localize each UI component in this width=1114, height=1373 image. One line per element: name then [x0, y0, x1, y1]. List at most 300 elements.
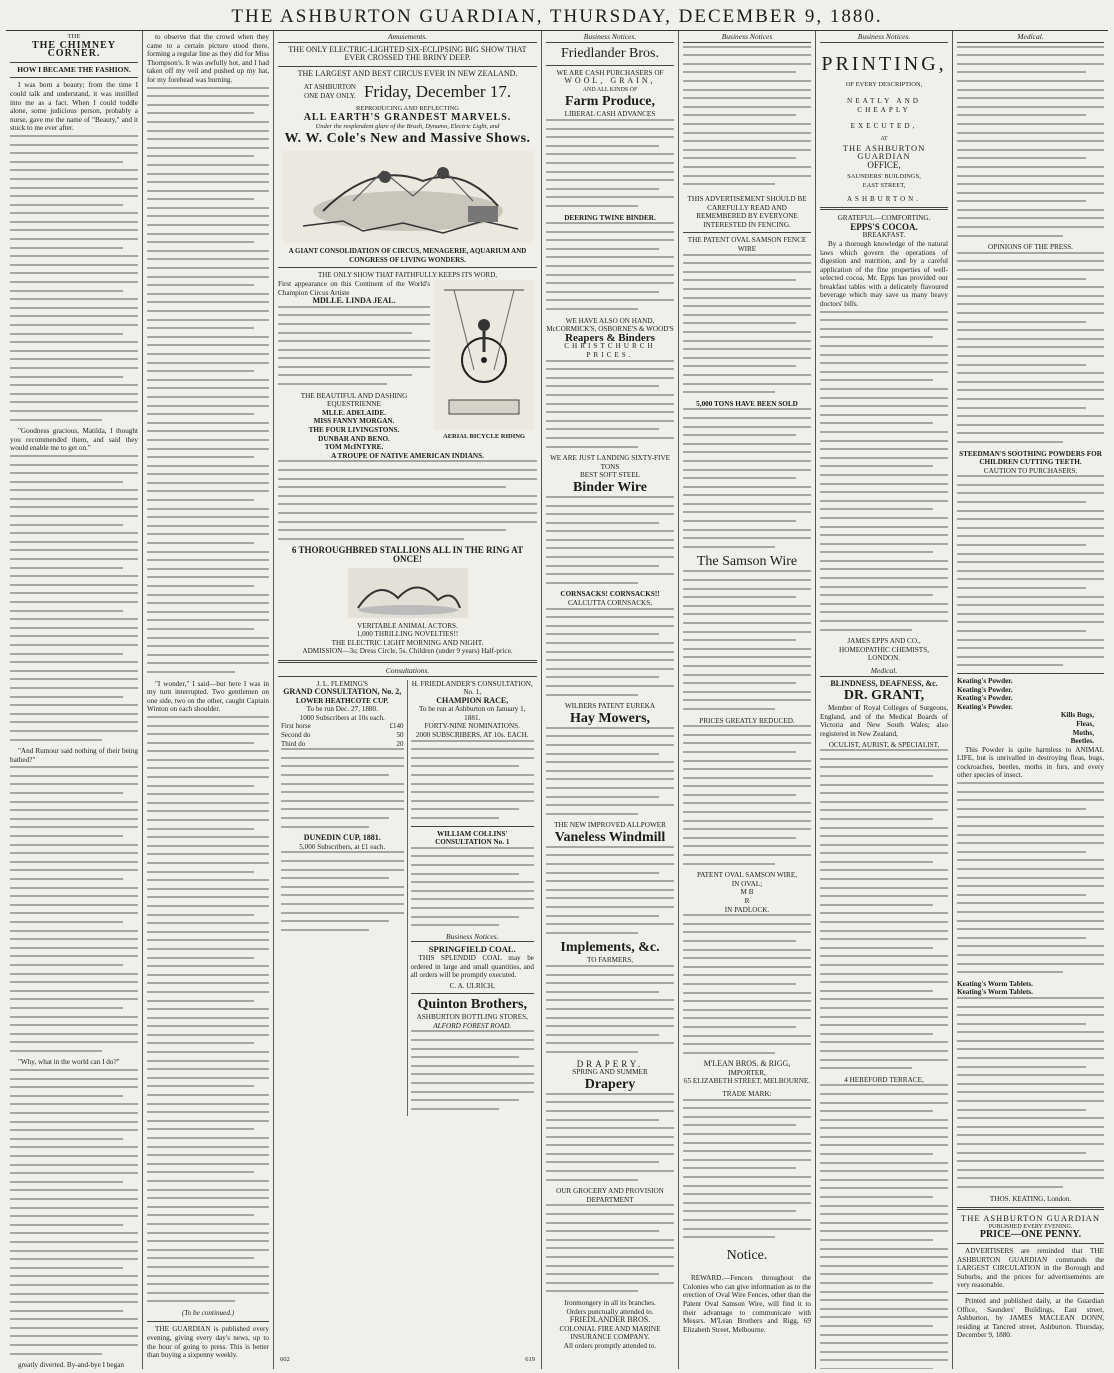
text-line [10, 1293, 138, 1295]
epps-text: By a thorough knowledge of the natural laws which govern the operations of digestion and nutrition, and by a careful application of the fine properties of well-selected cocoa, Mr. Epps has provided our breakfast tables with a delicately flavoured beverage which may save us many heavy doctors' bills. [820, 239, 948, 309]
text-line [820, 345, 948, 347]
text-line [820, 620, 948, 622]
text-line [10, 801, 138, 803]
epps-lead: GRATEFUL—COMFORTING. [837, 214, 931, 223]
text-line [10, 792, 123, 794]
text-line [957, 372, 1104, 374]
text-line [278, 512, 537, 514]
text-line [546, 513, 674, 515]
text-line [411, 808, 520, 810]
text-line [957, 200, 1086, 202]
text-line [820, 835, 948, 837]
text-line [957, 46, 1104, 48]
london: LONDON. [867, 654, 901, 663]
text-line [10, 678, 138, 680]
text-line [281, 912, 404, 914]
text-line [683, 426, 811, 428]
advert-note: THIS ADVERTISEMENT SHOULD BE CAREFULLY READ AND REMEMBERED BY EVERYONE INTERESTED IN FENCING. [687, 195, 807, 229]
text-line [683, 837, 796, 839]
text-line [10, 229, 138, 231]
text-line [820, 827, 948, 829]
text-line [683, 1167, 796, 1169]
text-line [147, 776, 269, 778]
text-line [278, 374, 412, 376]
text-line [546, 368, 674, 370]
and-all-kinds: AND ALL KINDS OF [582, 86, 638, 93]
keating-worm-1: Keating's Worm Tablets. [957, 979, 1033, 988]
text-line [10, 981, 138, 983]
text-line [957, 441, 1063, 443]
text-line [10, 783, 138, 785]
text-line [147, 430, 269, 432]
text-line [147, 828, 254, 830]
text-line [546, 1153, 674, 1155]
text-line [147, 121, 269, 123]
text-line [820, 1162, 948, 1164]
text-line [546, 1127, 674, 1129]
text-line [683, 931, 811, 933]
text-line [957, 902, 1104, 904]
text-line [147, 585, 254, 587]
text-line [147, 379, 269, 381]
column-samson-wire [679, 31, 816, 1369]
text-line [10, 835, 123, 837]
maker-address: 65 ELIZABETH STREET, MELBOURNE. [683, 1077, 811, 1086]
text-line [546, 633, 659, 635]
text-line [10, 584, 138, 586]
text-line [147, 931, 269, 933]
text-line [683, 1026, 796, 1028]
text-line [546, 1119, 659, 1121]
text-line [147, 654, 269, 656]
text-line [147, 95, 269, 97]
text-line [683, 794, 796, 796]
text-line [546, 1051, 638, 1053]
text-line [683, 674, 811, 676]
text-line [820, 818, 933, 820]
to-be-continued: (To be continued.) [181, 1308, 235, 1317]
text-line [10, 401, 138, 403]
text-line [957, 1186, 1063, 1188]
business-notices-header: Business Notices [683, 33, 811, 43]
text-line [546, 1110, 674, 1112]
insurance-agents: COLONIAL FIRE AND MARINE INSURANCE COMPANY. [559, 1324, 661, 1342]
text-line [820, 930, 948, 932]
text-line [147, 802, 269, 804]
implements: Implements, &c. [560, 940, 660, 956]
text-line [546, 872, 659, 874]
cornsacks: CORNSACKS! CORNSACKS!! [560, 590, 660, 599]
text-line [683, 391, 775, 393]
keating-item-1: Keating's Powder. [957, 676, 1013, 685]
text-line [683, 71, 796, 73]
text-line [820, 766, 948, 768]
text-line [10, 575, 138, 577]
place: AT ASHBURTON [303, 83, 356, 92]
paper-name: THE ASHBURTON GUARDIAN [961, 1213, 1100, 1224]
text-line [10, 938, 138, 940]
text-line [281, 765, 404, 767]
text-line [820, 1110, 933, 1112]
calcutta-cornsacks: CALCUTTA CORNSACKS, [567, 599, 653, 608]
text-line [147, 508, 269, 510]
text-line [957, 217, 1104, 219]
text-line [683, 622, 811, 624]
text-line [683, 1142, 811, 1144]
text-line [546, 1170, 674, 1172]
text-line [546, 411, 674, 413]
text-line [281, 894, 404, 896]
text-line [546, 923, 674, 925]
text-line [411, 847, 535, 849]
text-line [683, 742, 811, 744]
text-line [683, 331, 811, 333]
text-line [957, 570, 1104, 572]
text-line [683, 631, 811, 633]
text-line [820, 1170, 948, 1172]
text-line [281, 800, 404, 802]
text-line [957, 1126, 1104, 1128]
text-line [683, 279, 796, 281]
text-line [10, 775, 138, 777]
story-dialogue-3: "Why, what in the world can I do?" [18, 1058, 120, 1067]
patent-wire: PATENT OVAL SAMSON WIRE, [696, 871, 798, 880]
text-line [546, 162, 674, 164]
text-line [683, 570, 811, 572]
text-line [820, 560, 948, 562]
artiste-name: MDLLE. LINDA JEAL. [312, 296, 396, 306]
text-line [683, 588, 811, 590]
text-line [10, 264, 138, 266]
text-line [10, 1172, 138, 1174]
text-line [683, 579, 811, 581]
text-line [147, 576, 269, 578]
text-line [278, 332, 412, 334]
text-line [820, 938, 948, 940]
text-line [820, 577, 948, 579]
text-line [147, 1223, 269, 1225]
text-line [147, 785, 254, 787]
text-line [957, 1057, 1104, 1059]
orders: Orders punctually attended to. [566, 1307, 654, 1316]
text-line [957, 954, 1104, 956]
text-line [10, 610, 123, 612]
text-line [820, 1007, 948, 1009]
text-line [281, 774, 389, 776]
saunders: SAUNDERS' BUILDINGS, [847, 173, 921, 181]
text-line [10, 1095, 123, 1097]
text-line [820, 603, 948, 605]
spring-summer: SPRING AND SUMMER [572, 1068, 648, 1077]
story-title: HOW I BECAME THE FASHION. [17, 64, 131, 74]
text-line [10, 1275, 138, 1277]
text-line [957, 192, 1104, 194]
text-line [957, 286, 1104, 288]
text-line [820, 483, 948, 485]
text-line [10, 1241, 138, 1243]
text-line [957, 63, 1104, 65]
prize-row: Second do 50 [281, 731, 404, 740]
text-line [546, 385, 659, 387]
text-line [683, 1099, 811, 1101]
text-line [147, 448, 269, 450]
text-line [10, 195, 138, 197]
text-line [957, 911, 1104, 913]
text-line [683, 949, 811, 951]
notice-text [546, 846, 674, 934]
text-line [957, 1143, 1104, 1145]
text-line [820, 887, 948, 889]
text-line [957, 364, 1086, 366]
text-line [683, 1116, 811, 1118]
text-line [281, 929, 369, 931]
text-line [546, 685, 674, 687]
text-line [10, 1016, 138, 1018]
text-line [820, 457, 948, 459]
text-line [546, 522, 659, 524]
text-line [546, 889, 674, 891]
text-line [820, 611, 948, 613]
text-line [957, 278, 1086, 280]
text-line [10, 687, 138, 689]
text-line [957, 842, 1104, 844]
text-line [147, 499, 254, 501]
text-line [820, 784, 948, 786]
text-line [957, 851, 1086, 853]
champion-date: To be run at Ashburton on January 1, 1881. [419, 705, 526, 722]
text-line [820, 1050, 948, 1052]
text-line [147, 939, 269, 941]
text-line [820, 809, 948, 811]
text-line [957, 226, 1104, 228]
imprint: Printed and published daily, at the Guardian Office, Saunders' Buildings, East street, Ashburton, by JAMES MACLEAN DONN, residing at Tancred street, Ashburton. Thursday, December 9, 1880. [957, 1296, 1104, 1340]
text-line [957, 587, 1086, 589]
text-line [683, 123, 811, 125]
text-line [820, 1067, 912, 1069]
text-line [10, 713, 138, 715]
text-line [546, 420, 674, 422]
quinton-text [411, 1030, 535, 1109]
text-line [546, 1265, 674, 1267]
notice-text [683, 914, 811, 1054]
text-line [147, 87, 269, 89]
text-line [820, 1153, 933, 1155]
text-line [147, 611, 269, 613]
text-line [546, 770, 674, 772]
text-line [281, 791, 404, 793]
text-line [683, 149, 811, 151]
star-item-4: THE FOUR LIVINGSTONS. [308, 426, 400, 435]
text-line [957, 510, 1104, 512]
text-line [10, 161, 123, 163]
executed: EXECUTED, [850, 122, 918, 131]
text-line [10, 1224, 123, 1226]
text-line [820, 1342, 948, 1344]
r-mark: R [744, 897, 750, 905]
text-line [147, 1275, 269, 1277]
text-line [820, 1334, 948, 1336]
text-line [147, 1163, 269, 1165]
text-line [820, 500, 948, 502]
text-line [957, 664, 1063, 666]
text-line [683, 114, 796, 116]
text-line [147, 568, 269, 570]
star-item-5: DUNBAR AND BENO. [318, 434, 390, 443]
champion-race: CHAMPION RACE, [436, 695, 509, 705]
binder-wire: Binder Wire [572, 479, 648, 495]
text-line [278, 323, 430, 325]
text-line [147, 965, 269, 967]
text-line [147, 853, 269, 855]
text-line [683, 613, 811, 615]
text-line [820, 336, 933, 338]
text-line [546, 727, 674, 729]
text-line [683, 254, 811, 256]
text-line [10, 730, 138, 732]
column-chimney-corner: THE THE CHIMNEY CORNER. HOW I BECAME THE FASHION. I was born a beauty; from the time I could talk and understand, it was instilled into me as a fact. When I could toddle alone, some judicious person, probably a nurse, gave me the name of "Beauty," and it stuck to me ever after. "Goodness gracious, Matilda, I thought you recommended them, and said they would enable me to get on." "And Rumour said nothing of their being bathed?" "Why, what in the world can I do?" greatly diverted. By-and-bye I began [6, 31, 143, 1369]
text-line [10, 393, 138, 395]
text-line [147, 147, 269, 149]
text-line [546, 1273, 659, 1275]
importer: IMPORTER, [728, 1068, 766, 1077]
text-line [147, 1128, 254, 1130]
text-line [546, 145, 659, 147]
text-line [683, 1043, 811, 1045]
story-part2-mid: "I wonder," I said—but here I was in my turn interrupted. Two gentlemen on one side, two on the other, caught Captain Winton on each shoulder. [147, 679, 269, 714]
story-body-text [10, 455, 138, 741]
columns [6, 31, 1108, 1369]
text-line [546, 897, 674, 899]
text-line [10, 212, 138, 214]
text-line [10, 247, 123, 249]
text-line [147, 250, 269, 252]
text-line [147, 1292, 269, 1294]
text-line [10, 670, 138, 672]
text-line [10, 410, 138, 412]
text-line [683, 708, 775, 710]
text-line [546, 694, 638, 696]
text-line [546, 582, 638, 584]
text-line [546, 299, 674, 301]
epps-cocoa: EPPS'S COCOA. [850, 221, 918, 232]
heathcote-date: To be run Dec. 27, 1880. [306, 705, 378, 714]
text-line [10, 861, 138, 863]
press-text [957, 252, 1104, 443]
text-line [10, 661, 138, 663]
springfield-coal: SPRINGFIELD COAL. [428, 944, 516, 955]
text-line [10, 464, 138, 466]
text-line [147, 974, 269, 976]
text-line [683, 768, 811, 770]
text-line [957, 997, 1104, 999]
text-line [683, 802, 811, 804]
ad-number-left: 602 [280, 1356, 290, 1364]
text-line [820, 379, 933, 381]
subscribers-3: 2000 SUBSCRIBERS, AT 10s. EACH. [415, 731, 529, 740]
text-line [683, 175, 811, 177]
text-line [957, 1014, 1104, 1016]
text-line [957, 782, 1104, 784]
text-line [546, 906, 674, 908]
text-line [411, 855, 535, 857]
text-line [411, 740, 535, 742]
text-line [683, 691, 811, 693]
text-line [546, 360, 674, 362]
first-appearance: First appearance on this Continent of the World's Champion Circus Artiste [278, 279, 430, 297]
consultation-text [281, 851, 404, 930]
text-line [820, 852, 948, 854]
text-line [957, 596, 1104, 598]
text-line [147, 405, 269, 407]
notice-text [683, 408, 811, 548]
text-line [147, 1000, 254, 1002]
reapers-binders: Reapers & Binders [565, 331, 655, 344]
text-line [683, 1228, 811, 1230]
text-line [10, 135, 138, 137]
text-line [683, 486, 811, 488]
text-line [147, 914, 254, 916]
text-line [546, 1101, 674, 1103]
text-line [683, 1150, 811, 1152]
column-medical [953, 31, 1108, 1369]
text-line [957, 484, 1104, 486]
text-line [546, 974, 674, 976]
text-line [278, 349, 430, 351]
text-line [546, 744, 674, 746]
text-line [10, 912, 138, 914]
text-line [147, 1034, 269, 1036]
text-line [683, 648, 811, 650]
text-line [278, 478, 537, 480]
vaneless-windmill: Vaneless Windmill [554, 829, 666, 845]
text-line [147, 888, 269, 890]
text-line [147, 267, 269, 269]
text-line [147, 482, 269, 484]
text-line [820, 543, 948, 545]
text-line [10, 826, 138, 828]
text-line [957, 544, 1086, 546]
text-line [820, 1179, 948, 1181]
text-line [147, 490, 269, 492]
text-line [10, 1310, 123, 1312]
text-line [546, 778, 674, 780]
only-show: THE ONLY SHOW THAT FAITHFULLY KEEPS ITS WORD, [317, 271, 498, 280]
text-line [10, 721, 138, 723]
text-line [820, 1291, 948, 1293]
text-line [820, 629, 912, 631]
text-line [820, 1230, 948, 1232]
text-line [411, 898, 535, 900]
text-line [546, 999, 674, 1001]
text-line [957, 97, 1104, 99]
text-line [10, 524, 123, 526]
circus-engraving [283, 151, 533, 243]
text-line [683, 983, 796, 985]
text-line [957, 1152, 1086, 1154]
text-line [147, 155, 254, 157]
text-line [147, 819, 269, 821]
text-line [10, 696, 123, 698]
text-line [546, 394, 674, 396]
text-line [147, 1189, 269, 1191]
text-line [10, 178, 138, 180]
text-line [147, 810, 269, 812]
text-line [278, 529, 506, 531]
grant-testimonials [820, 1084, 948, 1369]
text-line [683, 639, 796, 641]
price: PRICE—ONE PENNY. [979, 1229, 1082, 1241]
ad-number-right: 619 [525, 1356, 535, 1364]
